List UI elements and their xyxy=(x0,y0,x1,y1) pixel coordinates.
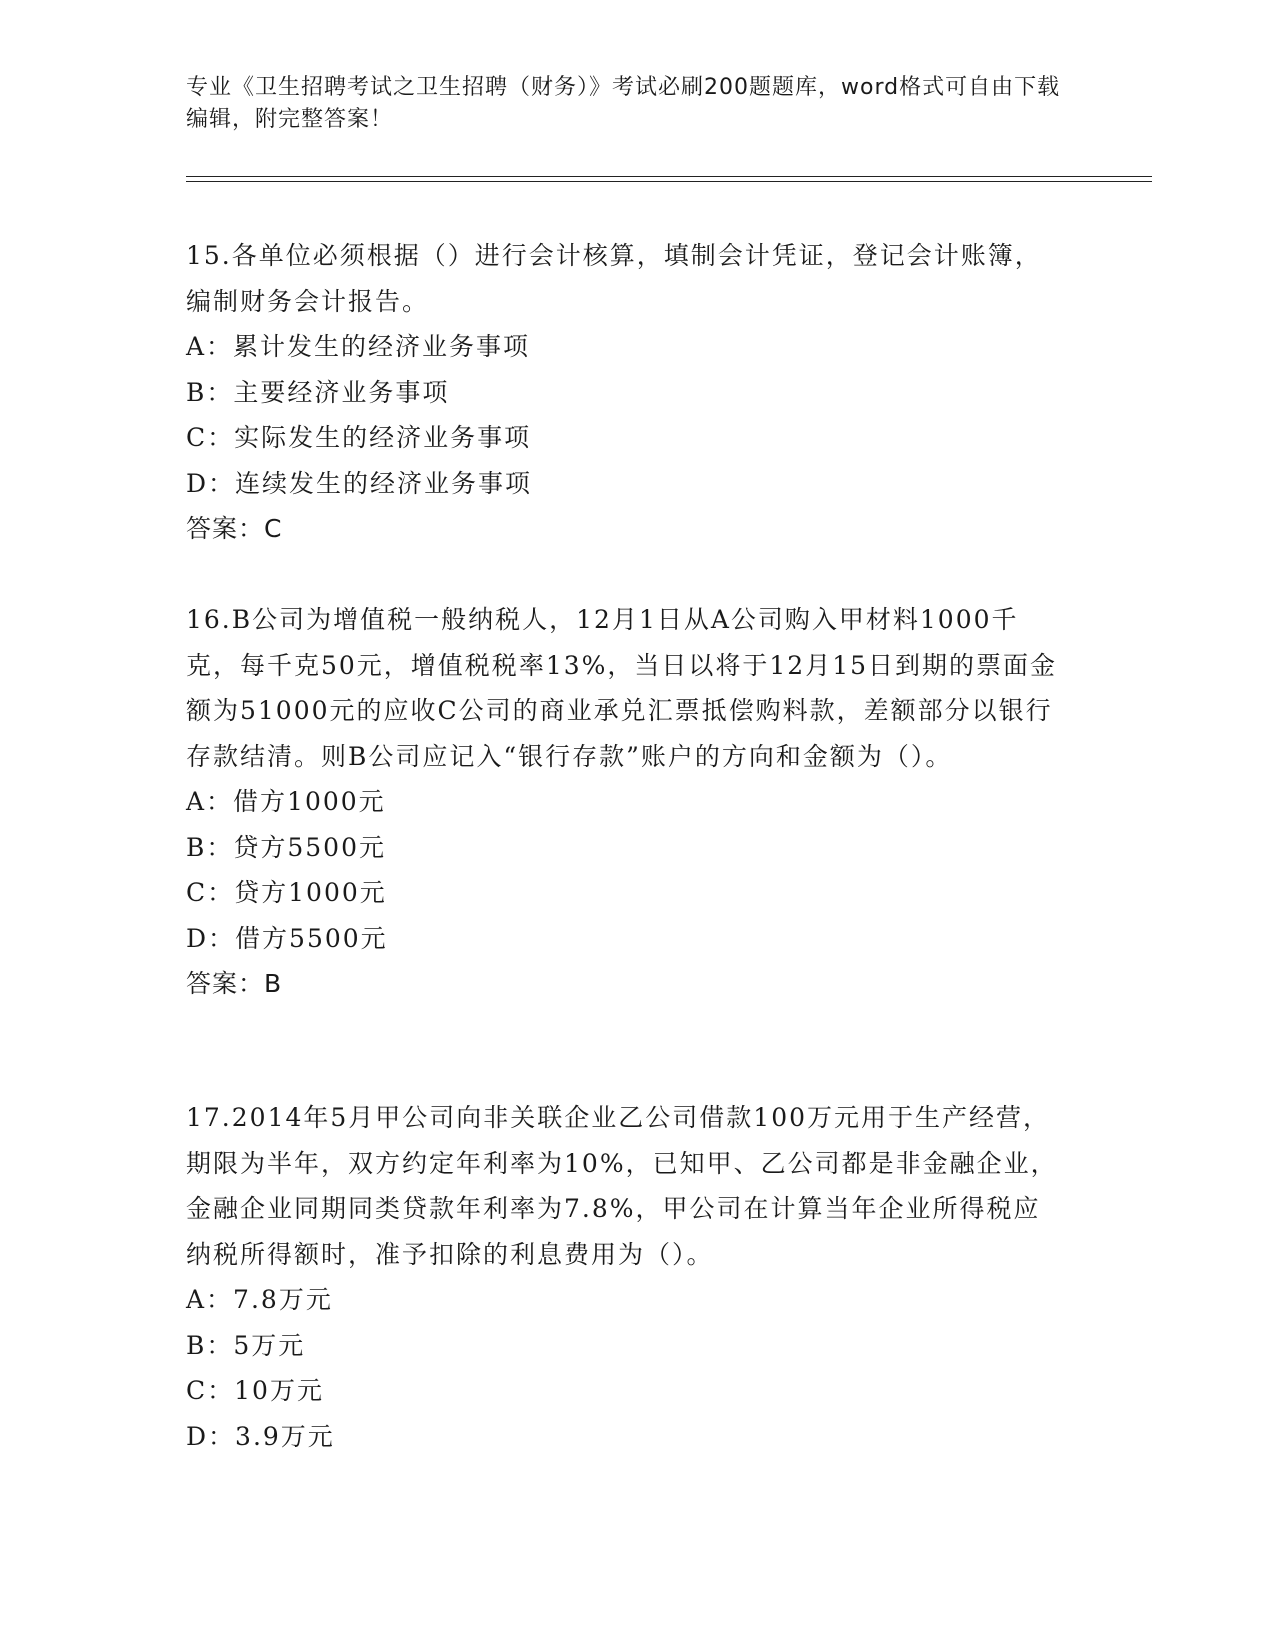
option-a: A：累计发生的经济业务事项 xyxy=(186,332,531,361)
question-17 xyxy=(186,1095,1066,1459)
answer: 答案：C xyxy=(186,514,283,543)
question-stem: 17.2014年5月甲公司向非关联企业乙公司借款100万元用于生产经营，期限为半年，双方约定年利率为10%，已知甲、乙公司都是非金融企业，金融企业同期同类贷款年利率为7.8%，甲公司在计算当年企业所得税应纳税所得额时，准予扣除的利息费用为（）。 xyxy=(186,1103,1058,1269)
option-b: B：贷方5500元 xyxy=(186,832,386,862)
question-15 xyxy=(186,233,1066,552)
option-c: C：贷方1000元 xyxy=(186,878,387,907)
option-c: C：实际发生的经济业务事项 xyxy=(186,423,532,452)
option-d: D：连续发生的经济业务事项 xyxy=(186,468,533,498)
option-b: B：主要经济业务事项 xyxy=(186,377,450,407)
question-stem: 15.各单位必须根据（）进行会计核算，填制会计凭证，登记会计账簿，编制财务会计报告。 xyxy=(186,241,1042,316)
option-c: C：10万元 xyxy=(186,1376,324,1405)
header-rule-top xyxy=(186,176,1152,177)
question-16 xyxy=(186,597,1066,1007)
option-b: B：5万元 xyxy=(186,1330,306,1360)
option-d: D：借方5500元 xyxy=(186,923,388,953)
option-a: A：借方1000元 xyxy=(186,787,386,816)
header-rule-bottom xyxy=(186,181,1152,182)
answer: 答案：B xyxy=(186,969,283,998)
question-stem: 16.B公司为增值税一般纳税人，12月1日从A公司购入甲材料1000千克，每千克50元，增值税税率13%，当日以将于12月15日到期的票面金额为51000元的应收C公司的商业承兑汇票抵偿购料款，差额部分以银行存款结清。则B公司应记入“银行存款”账户的方向和金额为（）。 xyxy=(186,605,1058,771)
option-d: D：3.9万元 xyxy=(186,1421,335,1451)
document-header: 专业《卫生招聘考试之卫生招聘（财务）》考试必刷200题题库，word格式可自由下载编辑，附完整答案！ xyxy=(186,75,1061,132)
option-a: A：7.8万元 xyxy=(186,1285,333,1314)
